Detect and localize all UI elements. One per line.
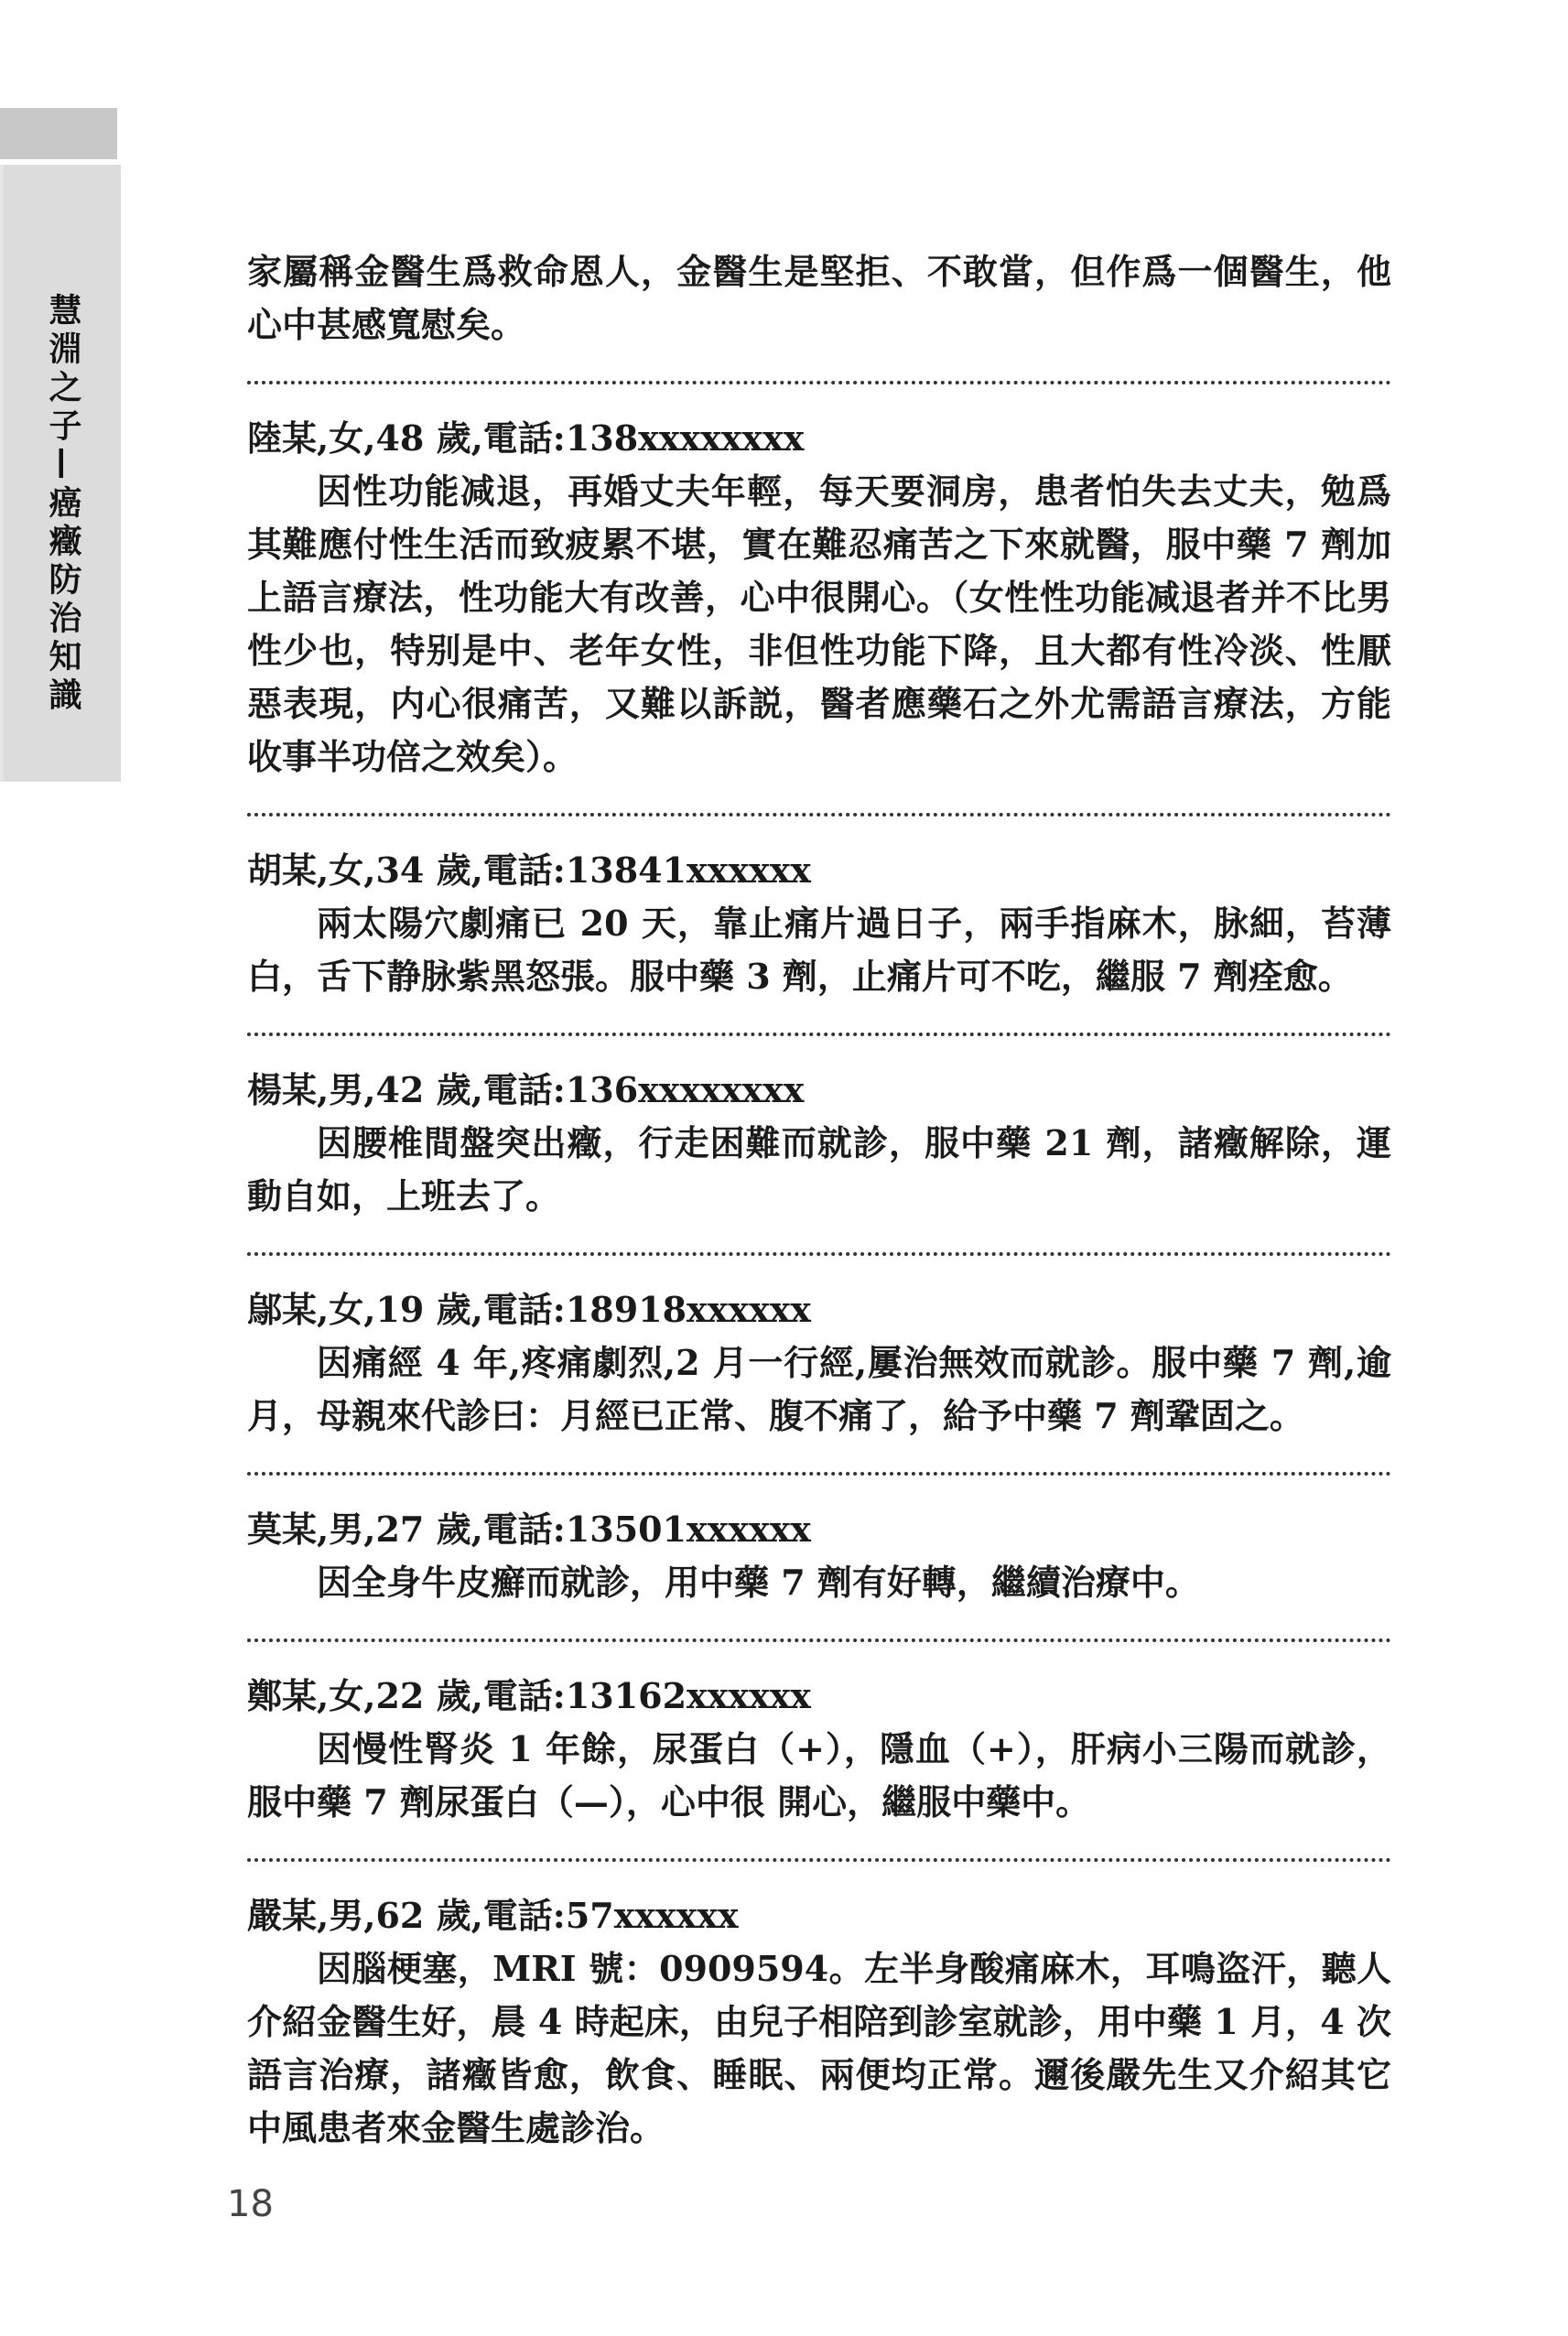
book-title: 慧淵之子—癌癥防治知識 bbox=[44, 293, 81, 716]
case-header: 鄔某,女,19 歲,電話:18918xxxxxx bbox=[247, 1289, 811, 1330]
case-body: 兩太陽穴劇痛已 20 天，靠止痛片過日子，兩手指麻木，脉細，苔薄白，舌下静脉紫黑怒張。服中藥 3 劑，止痛片可不吃，繼服 7 劑痊愈。 bbox=[247, 903, 1391, 997]
page-content bbox=[247, 245, 1391, 2155]
case-body: 因性功能减退，再婚丈夫年輕，每天要洞房，患者怕失去丈夫，勉爲其難應付性生活而致疲累不堪，實在難忍痛苦之下來就醫，服中藥 7 劑加上語言療法，性功能大有改善，心中很開心。（女性性功能减退者并不比男性少也，特别是中、老年女性，非但性功能下降，且大都有性冷淡、性厭惡表現，内心很痛苦，又難以訴説，醫者應藥石之外尤需語言療法，方能收事半功倍之效矣）。 bbox=[247, 470, 1391, 777]
case-body: 因腦梗塞，MRI 號：0909594。左半身酸痛麻木，耳鳴盗汗，聽人介紹金醫生好，晨 4 時起床，由兒子相陪到診室就診，用中藥 1 月，4 次語言治療，諸癥皆愈，飲食、睡眠、兩便均正常。邇後嚴先生又介紹其它中風患者來金醫生處診治。 bbox=[247, 1948, 1391, 2148]
case-header: 胡某,女,34 歲,電話:13841xxxxxx bbox=[247, 849, 811, 891]
case-header: 陸某,女,48 歲,電話:138xxxxxxxx bbox=[247, 417, 805, 459]
case-entry bbox=[247, 412, 1391, 784]
case-entry bbox=[247, 1670, 1391, 1829]
case-body: 因腰椎間盤突出癥，行走困難而就診，服中藥 21 劑，諸癥解除，運動自如，上班去了。 bbox=[247, 1122, 1391, 1217]
dotted-separator bbox=[247, 813, 1391, 817]
dotted-separator bbox=[247, 381, 1391, 384]
case-header: 楊某,男,42 歲,電話:136xxxxxxxx bbox=[247, 1069, 805, 1110]
case-entry bbox=[247, 1283, 1391, 1443]
dotted-separator bbox=[247, 1033, 1391, 1036]
case-header: 嚴某,男,62 歲,電話:57xxxxxx bbox=[247, 1895, 739, 1936]
case-entry bbox=[247, 1503, 1391, 1609]
dotted-separator bbox=[247, 1472, 1391, 1476]
case-entry bbox=[247, 844, 1391, 1003]
dotted-separator bbox=[247, 1638, 1391, 1642]
case-header: 莫某,男,27 歲,電話:13501xxxxxx bbox=[247, 1509, 811, 1550]
case-entry bbox=[247, 1064, 1391, 1223]
dotted-separator bbox=[247, 1252, 1391, 1256]
case-body: 因痛經 4 年,疼痛劇烈,2 月一行經,屢治無效而就診。服中藥 7 劑,逾月，母親來代診曰：月經已正常、腹不痛了，給予中藥 7 劑鞏固之。 bbox=[247, 1342, 1391, 1436]
intro-paragraph: 家屬稱金醫生爲救命恩人，金醫生是堅拒、不敢當，但作爲一個醫生，他心中甚感寬慰矣。 bbox=[247, 251, 1391, 345]
sidebar-header-block bbox=[0, 108, 117, 159]
case-body: 因全身牛皮癬而就診，用中藥 7 劑有好轉，繼續治療中。 bbox=[317, 1562, 1200, 1603]
case-header: 鄭某,女,22 歲,電話:13162xxxxxx bbox=[247, 1675, 811, 1716]
case-entry bbox=[247, 1889, 1391, 2155]
dotted-separator bbox=[247, 1858, 1391, 1862]
case-body: 因慢性腎炎 1 年餘，尿蛋白（+），隱血（+），肝病小三陽而就診，服中藥 7 劑尿蛋白（—），心中很 開心，繼服中藥中。 bbox=[247, 1728, 1391, 1822]
page-number: 18 bbox=[227, 2183, 274, 2225]
